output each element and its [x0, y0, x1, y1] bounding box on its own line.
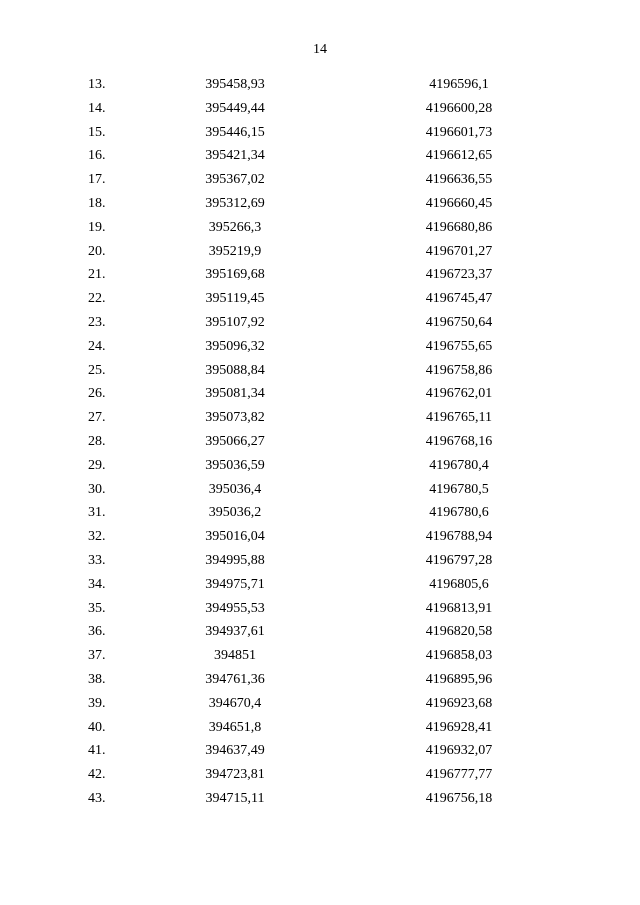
- table-row: [0, 406, 640, 430]
- y-coordinate: 4196928,41: [425, 719, 493, 735]
- y-coordinate: 4196762,01: [425, 386, 493, 402]
- table-row: [0, 359, 640, 383]
- point-number: 28.: [88, 433, 106, 449]
- table-row: [0, 644, 640, 668]
- point-number: 34.: [88, 576, 106, 592]
- y-coordinate: 4196777,77: [425, 767, 493, 783]
- y-coordinate: 4196600,28: [425, 100, 493, 116]
- table-row: [0, 311, 640, 335]
- y-coordinate: 4196636,55: [425, 172, 493, 188]
- table-row: [0, 335, 640, 359]
- point-number: 21.: [88, 267, 106, 283]
- y-coordinate: 4196660,45: [425, 195, 493, 211]
- point-number: 16.: [88, 148, 106, 164]
- point-number: 15.: [88, 124, 106, 140]
- x-coordinate: 395421,34: [205, 148, 265, 164]
- y-coordinate: 4196858,03: [425, 648, 493, 664]
- point-number: 36.: [88, 624, 106, 640]
- y-coordinate: 4196612,65: [425, 148, 493, 164]
- x-coordinate: 394937,61: [205, 624, 265, 640]
- point-number: 33.: [88, 552, 106, 568]
- y-coordinate: 4196780,6: [429, 505, 489, 521]
- x-coordinate: 394851: [214, 648, 256, 664]
- y-coordinate: 4196788,94: [425, 529, 493, 545]
- point-number: 27.: [88, 410, 106, 426]
- table-row: [0, 692, 640, 716]
- y-coordinate: 4196756,18: [425, 790, 493, 806]
- x-coordinate: 395107,92: [205, 314, 265, 330]
- x-coordinate: 395096,32: [205, 338, 265, 354]
- point-number: 37.: [88, 648, 106, 664]
- x-coordinate: 395036,2: [208, 505, 262, 521]
- point-number: 42.: [88, 767, 106, 783]
- y-coordinate: 4196805,6: [429, 576, 489, 592]
- table-row: [0, 787, 640, 811]
- y-coordinate: 4196820,58: [425, 624, 493, 640]
- table-row: [0, 501, 640, 525]
- y-coordinate: 4196680,86: [425, 219, 493, 235]
- x-coordinate: 394670,4: [208, 695, 262, 711]
- point-number: 32.: [88, 529, 106, 545]
- x-coordinate: 395036,59: [205, 457, 265, 473]
- point-number: 39.: [88, 695, 106, 711]
- x-coordinate: 395367,02: [205, 172, 265, 188]
- table-row: [0, 144, 640, 168]
- table-row: [0, 287, 640, 311]
- y-coordinate: 4196765,11: [426, 410, 492, 426]
- table-row: [0, 454, 640, 478]
- table-row: [0, 668, 640, 692]
- point-number: 30.: [88, 481, 106, 497]
- table-row: [0, 763, 640, 787]
- y-coordinate: 4196768,16: [425, 433, 493, 449]
- point-number: 23.: [88, 314, 106, 330]
- x-coordinate: 395088,84: [205, 362, 265, 378]
- y-coordinate: 4196755,65: [425, 338, 493, 354]
- point-number: 41.: [88, 743, 106, 759]
- x-coordinate: 395169,68: [205, 267, 265, 283]
- y-coordinate: 4196780,5: [429, 481, 489, 497]
- x-coordinate: 395036,4: [208, 481, 262, 497]
- y-coordinate: 4196780,4: [429, 457, 489, 473]
- table-row: [0, 525, 640, 549]
- y-coordinate: 4196750,64: [425, 314, 493, 330]
- x-coordinate: 394715,11: [205, 790, 265, 806]
- point-number: 40.: [88, 719, 106, 735]
- page-number: 14: [313, 42, 327, 57]
- y-coordinate: 4196723,37: [425, 267, 493, 283]
- point-number: 31.: [88, 505, 106, 521]
- x-coordinate: 394975,71: [205, 576, 265, 592]
- x-coordinate: 394995,88: [205, 552, 265, 568]
- table-row: [0, 430, 640, 454]
- x-coordinate: 395219,9: [208, 243, 262, 259]
- x-coordinate: 394637,49: [205, 743, 265, 759]
- x-coordinate: 394723,81: [205, 767, 265, 783]
- point-number: 17.: [88, 172, 106, 188]
- table-row: [0, 382, 640, 406]
- point-number: 14.: [88, 100, 106, 116]
- table-row: [0, 121, 640, 145]
- point-number: 43.: [88, 790, 106, 806]
- y-coordinate: 4196932,07: [425, 743, 493, 759]
- table-row: [0, 73, 640, 97]
- y-coordinate: 4196745,47: [425, 291, 493, 307]
- coordinates-table: [0, 73, 640, 811]
- x-coordinate: 395449,44: [205, 100, 265, 116]
- point-number: 26.: [88, 386, 106, 402]
- x-coordinate: 395081,34: [205, 386, 265, 402]
- x-coordinate: 395458,93: [205, 77, 265, 92]
- x-coordinate: 394651,8: [208, 719, 262, 735]
- point-number: 22.: [88, 291, 106, 307]
- x-coordinate: 395066,27: [205, 433, 265, 449]
- table-row: [0, 478, 640, 502]
- point-number: 18.: [88, 195, 106, 211]
- table-row: [0, 192, 640, 216]
- table-row: [0, 240, 640, 264]
- table-row: [0, 716, 640, 740]
- point-number: 35.: [88, 600, 106, 616]
- y-coordinate: 4196923,68: [425, 695, 493, 711]
- y-coordinate: 4196701,27: [425, 243, 493, 259]
- table-row: [0, 549, 640, 573]
- table-row: [0, 97, 640, 121]
- point-number: 20.: [88, 243, 106, 259]
- table-row: [0, 597, 640, 621]
- y-coordinate: 4196797,28: [425, 552, 493, 568]
- point-number: 38.: [88, 671, 106, 687]
- x-coordinate: 394955,53: [205, 600, 265, 616]
- table-row: [0, 168, 640, 192]
- point-number: 25.: [88, 362, 106, 378]
- x-coordinate: 395312,69: [205, 195, 265, 211]
- point-number: 13.: [88, 77, 106, 92]
- x-coordinate: 395073,82: [205, 410, 265, 426]
- y-coordinate: 4196596,1: [429, 77, 489, 92]
- table-row: [0, 216, 640, 240]
- x-coordinate: 394761,36: [205, 671, 265, 687]
- x-coordinate: 395016,04: [205, 529, 265, 545]
- point-number: 19.: [88, 219, 106, 235]
- table-row: [0, 739, 640, 763]
- y-coordinate: 4196758,86: [425, 362, 493, 378]
- y-coordinate: 4196813,91: [425, 600, 493, 616]
- x-coordinate: 395119,45: [205, 291, 265, 307]
- table-row: [0, 620, 640, 644]
- table-row: [0, 263, 640, 287]
- point-number: 24.: [88, 338, 106, 354]
- x-coordinate: 395446,15: [205, 124, 265, 140]
- table-row: [0, 573, 640, 597]
- y-coordinate: 4196601,73: [425, 124, 493, 140]
- point-number: 29.: [88, 457, 106, 473]
- x-coordinate: 395266,3: [208, 219, 262, 235]
- y-coordinate: 4196895,96: [425, 671, 493, 687]
